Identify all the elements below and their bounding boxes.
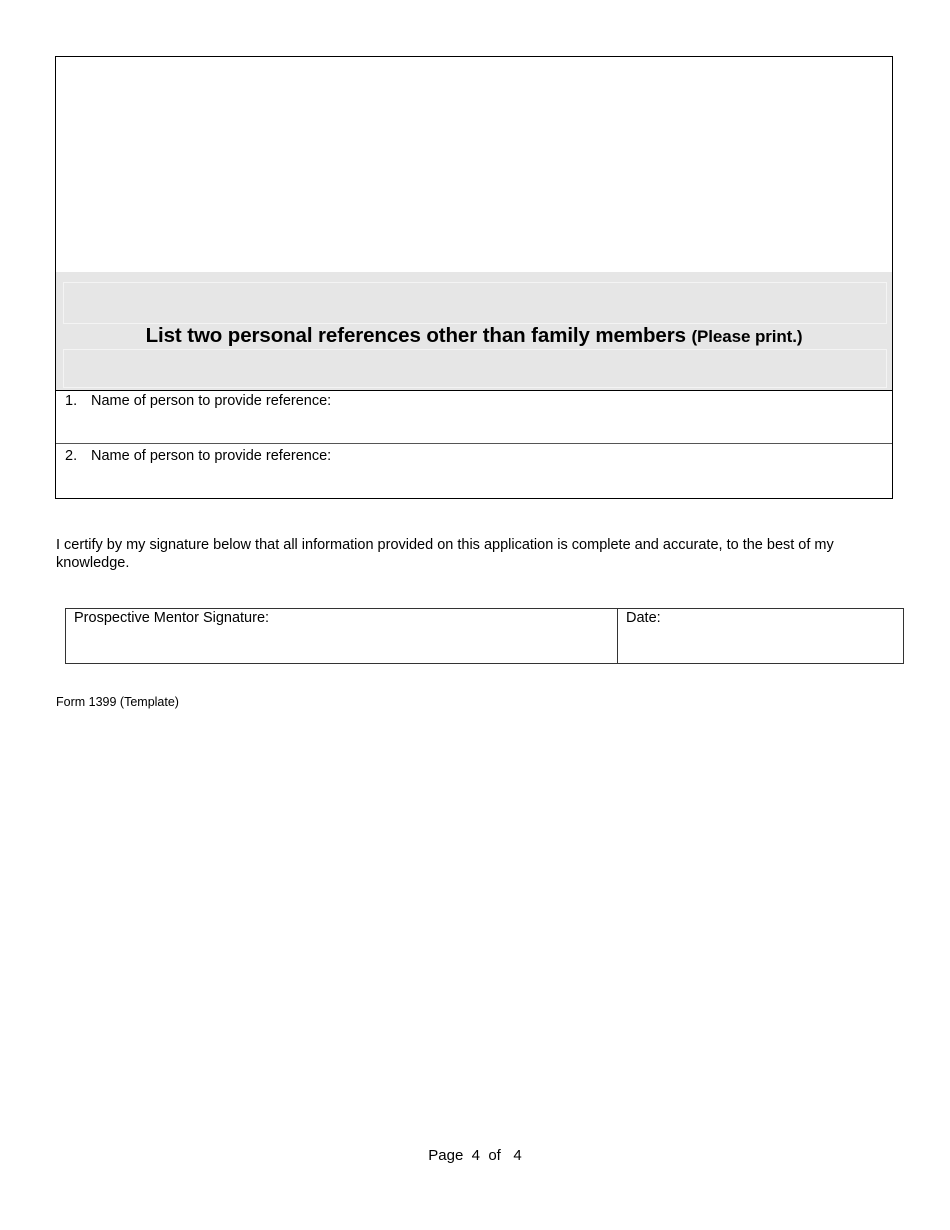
references-title-text: List two personal references other than family members [145, 324, 686, 347]
page-total: 4 [513, 1147, 522, 1164]
signature-table [65, 608, 904, 664]
page-number [0, 1147, 950, 1164]
reference-number: 1. [65, 393, 78, 409]
signature-field[interactable] [66, 609, 618, 663]
reference-label: Name of person to provide reference: [91, 393, 332, 409]
page-of: of [488, 1147, 501, 1164]
certification-statement: I certify by my signature below that all information provided on this application is complete and accurate, to the best of my knowledge. [56, 537, 834, 571]
references-header [56, 272, 892, 391]
header-field-top [63, 282, 887, 324]
header-field-bottom [63, 349, 887, 388]
signature-label: Prospective Mentor Signature: [74, 610, 270, 626]
previous-section-blank-area[interactable] [56, 57, 892, 273]
references-section [55, 56, 893, 499]
page-word: Page [428, 1147, 464, 1164]
reference-number: 2. [65, 448, 78, 464]
reference-label: Name of person to provide reference: [91, 448, 332, 464]
references-title-note: (Please print.) [691, 327, 803, 346]
page-current: 4 [471, 1147, 480, 1164]
references-title [56, 324, 892, 348]
reference-row-2[interactable] [56, 445, 892, 499]
date-label: Date: [626, 610, 661, 626]
form-identifier: Form 1399 (Template) [56, 695, 179, 709]
date-field[interactable] [618, 609, 903, 663]
reference-row-1[interactable] [56, 390, 892, 444]
